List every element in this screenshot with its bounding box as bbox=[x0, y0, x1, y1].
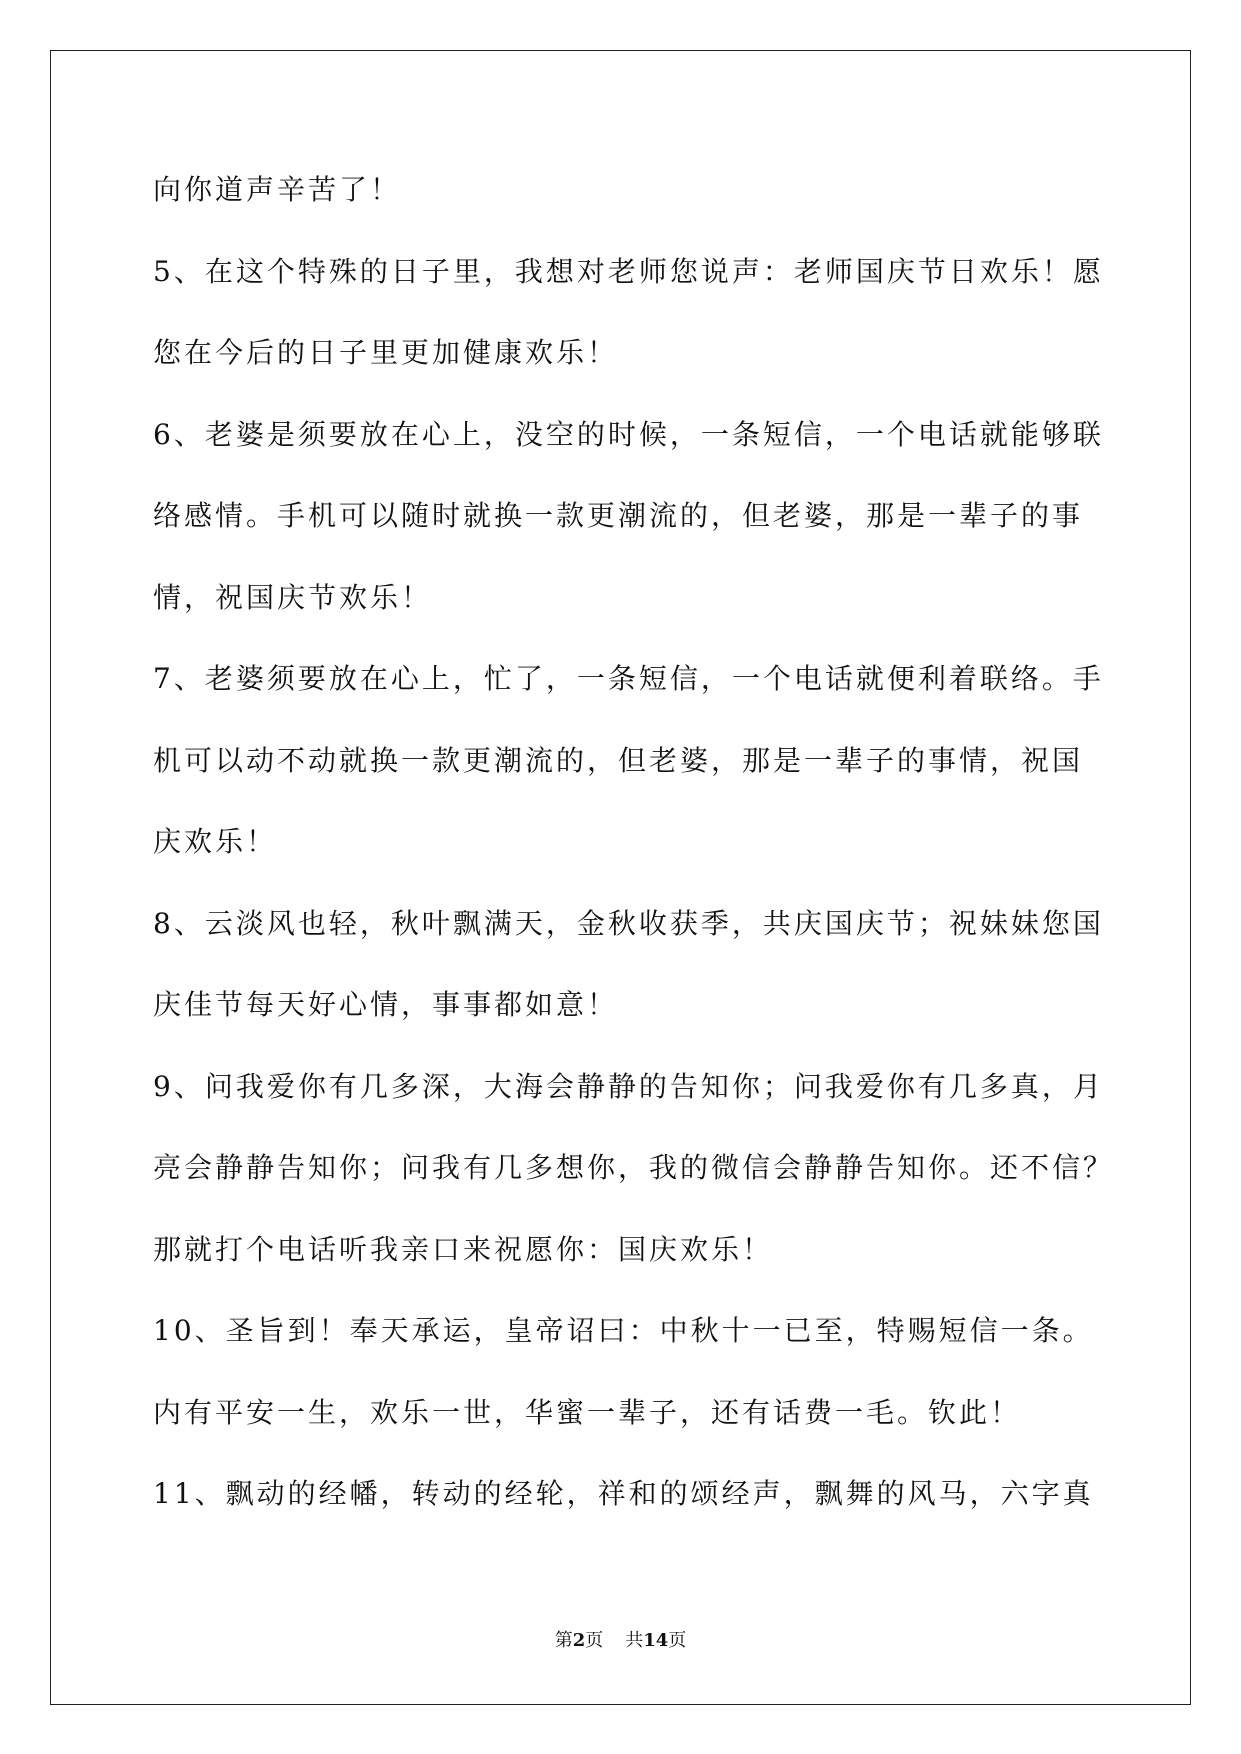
text-line: 机可以动不动就换一款更潮流的，但老婆，那是一辈子的事情，祝国 bbox=[153, 743, 1084, 777]
text-line: 络感情。手机可以随时就换一款更潮流的，但老婆，那是一辈子的事 bbox=[153, 499, 1084, 532]
text-line: 9、问我爱你有几多深，大海会静静的告知你；问我爱你有几多真，月 bbox=[153, 1069, 1104, 1103]
page-number bbox=[555, 1630, 604, 1651]
text-line: 庆佳节每天好心情，事事都如意！ bbox=[153, 988, 619, 1021]
text-line: 11、飘动的经幡，转动的经轮，祥和的颂经声，飘舞的风马，六字真 bbox=[153, 1477, 1094, 1510]
total-prefix: 共 bbox=[625, 1630, 644, 1651]
text-line: 5、在这个特殊的日子里，我想对老师您说声：老师国庆节日欢乐！愿 bbox=[153, 254, 1104, 288]
total-page-count: 14 bbox=[643, 1630, 669, 1651]
page-total bbox=[625, 1630, 686, 1651]
text-line: 那就打个电话听我亲口来祝愿你：国庆欢乐！ bbox=[153, 1232, 774, 1266]
page-footer bbox=[0, 1628, 1241, 1654]
current-page-number: 2 bbox=[572, 1630, 586, 1651]
text-line: 向你道声辛苦了！ bbox=[153, 173, 402, 206]
page-suffix: 页 bbox=[585, 1630, 604, 1651]
text-line: 内有平安一生，欢乐一世，华蜜一辈子，还有话费一毛。钦此！ bbox=[153, 1395, 1022, 1429]
text-line: 您在今后的日子里更加健康欢乐！ bbox=[153, 336, 619, 369]
text-line: 6、老婆是须要放在心上，没空的时候，一条短信，一个电话就能够联 bbox=[153, 417, 1104, 451]
page-prefix: 第 bbox=[554, 1630, 573, 1651]
text-line: 7、老婆须要放在心上，忙了，一条短信，一个电话就便利着联络。手 bbox=[153, 662, 1104, 695]
text-line: 情，祝国庆节欢乐！ bbox=[153, 580, 433, 614]
document-body bbox=[153, 149, 1163, 1535]
text-line: 10、圣旨到！奉天承运，皇帝诏曰：中秋十一已至，特赐短信一条。 bbox=[153, 1314, 1094, 1347]
total-suffix: 页 bbox=[668, 1630, 687, 1651]
text-line: 8、云淡风也轻，秋叶飘满天，金秋收获季，共庆国庆节；祝妹妹您国 bbox=[153, 906, 1104, 940]
text-line: 庆欢乐！ bbox=[153, 825, 278, 858]
text-line: 亮会静静告知你；问我有几多想你，我的微信会静静告知你。还不信？ bbox=[153, 1151, 1115, 1184]
